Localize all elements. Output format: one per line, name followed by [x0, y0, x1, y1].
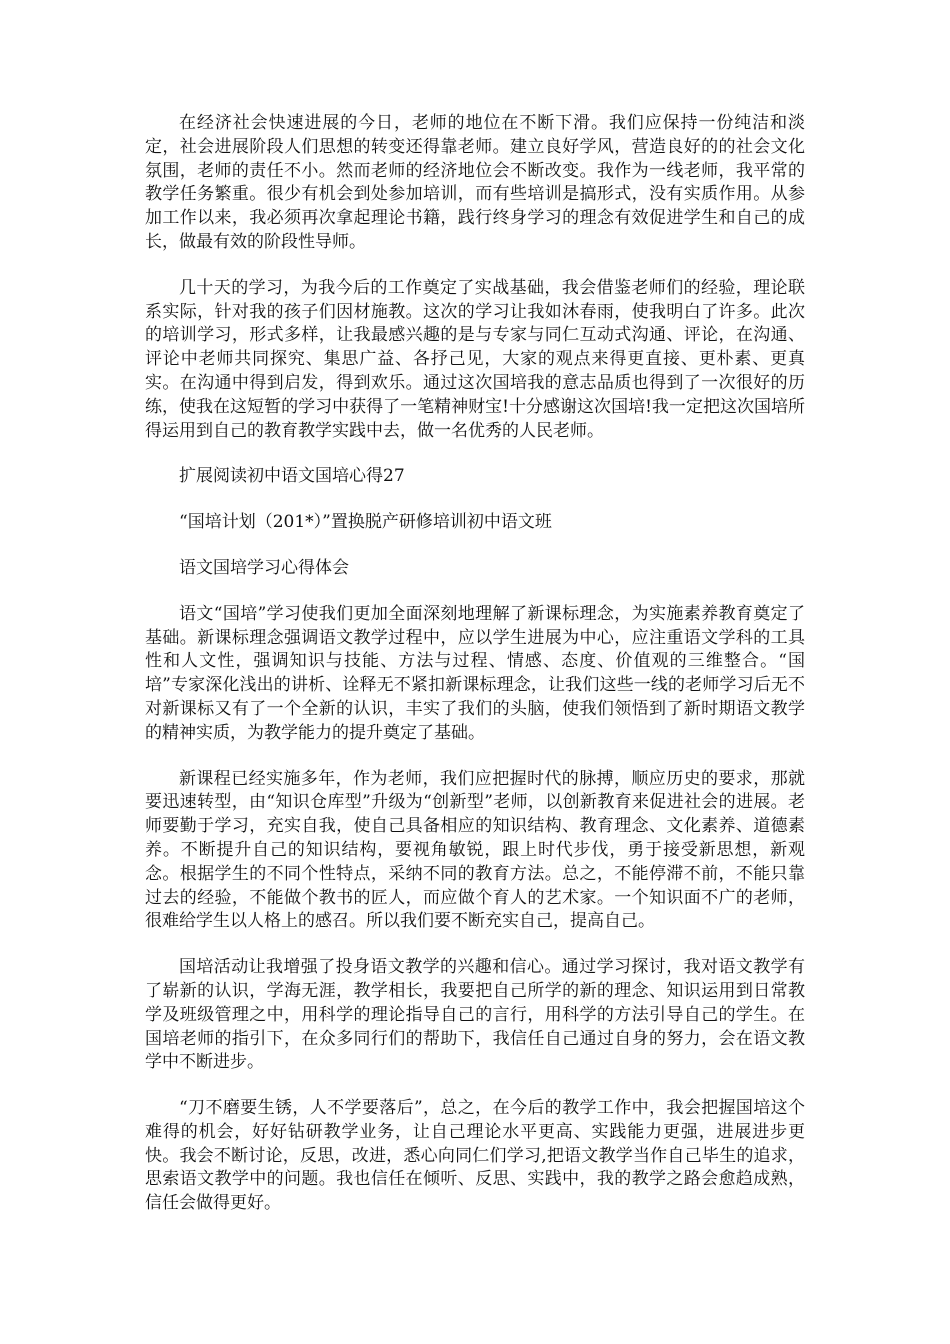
paragraph-5: 国培活动让我增强了投身语文教学的兴趣和信心。通过学习探讨，我对语文教学有了崭新的认识，学海无涯，教学相长，我要把自己所学的新的理念、知识运用到日常教学及班级管理之中，用科学的理论指导自己的言行，用科学的方法引导自己的学生。在国培老师的指引下，在众多同行们的帮助下，我信任自己通过自身的努力，会在语文教学中不断进步。 — [145, 957, 805, 1073]
paragraph-6: “刀不磨要生锈，人不学要落后”，总之，在今后的教学工作中，我会把握国培这个难得的机会，好好钻研教学业务，让自己理论水平更高、实践能力更强，进展进步更快。我会不断讨论，反思，改进，悉心向同仁们学习,把语文教学当作自己毕生的追求，思索语文教学中的问题。我也信任在倾听、反思、实践中，我的教学之路会愈趋成熟，信任会做得更好。 — [145, 1098, 805, 1214]
program-title: “国培计划（201*）”置换脱产研修培训初中语文班 — [179, 512, 552, 533]
document-body — [145, 112, 805, 1216]
paragraph-1: 在经济社会快速进展的今日，老师的地位在不断下滑。我们应保持一份纯洁和淡定，社会进展阶段人们思想的转变还得靠老师。建立良好学风，营造良好的的社会文化氛围，老师的责任不小。然而老师的经济地位会不断改变。我作为一线老师，我平常的教学任务繁重。很少有机会到处参加培训，而有些培训是搞形式，没有实质作用。从参加工作以来，我必须再次拿起理论书籍，践行终身学习的理念有效促进学生和自己的成长，做最有效的阶段性导师。 — [145, 113, 805, 252]
paragraph-4: 新课程已经实施多年，作为老师，我们应把握时代的脉搏，顺应历史的要求，那就要迅速转型，由“知识仓库型”升级为“创新型”老师，以创新教育来促进社会的进展。老师要勤于学习，充实自我，使自己具备相应的知识结构、教育理念、文化素养、道德素养。不断提升自己的知识结构，要视角敏锐，跟上时代步伐，勇于接受新思想，新观念。根据学生的不同个性特点，采纳不同的教育方法。总之，不能停滞不前，不能只靠过去的经验，不能做个教书的匠人，而应做个育人的艺术家。一个知识面不广的老师，很难给学生以人格上的感召。所以我们要不断充实自己，提高自己。 — [145, 768, 805, 932]
section-title: 语文国培学习心得体会 — [179, 557, 349, 578]
extended-reading-heading: 扩展阅读初中语文国培心得27 — [179, 466, 405, 487]
paragraph-3: 语文“国培”学习使我们更加全面深刻地理解了新课标理念，为实施素养教育奠定了基础。新课标理念强调语文教学过程中，应以学生进展为中心，应注重语文学科的工具性和人文性，强调知识与技能、方法与过程、情感、态度、价值观的三维整合。“国培”专家深化浅出的讲析、诠释无不紧扣新课标理念，让我们这些一线的老师学习后无不对新课标又有了一个全新的认识，丰实了我们的头脑，使我们领悟到了新时期语文教学的精神实质，为教学能力的提升奠定了基础。 — [145, 603, 805, 743]
paragraph-2: 几十天的学习，为我今后的工作奠定了实战基础，我会借鉴老师们的经验，理论联系实际，针对我的孩子们因材施教。这次的学习让我如沐春雨，使我明白了许多。此次的培训学习，形式多样，让我最感兴趣的是与专家与同仁互动式沟通、评论，在沟通、评论中老师共同探究、集思广益、各抒己见，大家的观点来得更直接、更朴素、更真实。在沟通中得到启发，得到欢乐。通过这次国培我的意志品质也得到了一次很好的历练，使我在这短暂的学习中获得了一笔精神财宝!十分感谢这次国培!我一定把这次国培所得运用到自己的教育教学实践中去，做一名优秀的人民老师。 — [145, 277, 805, 441]
